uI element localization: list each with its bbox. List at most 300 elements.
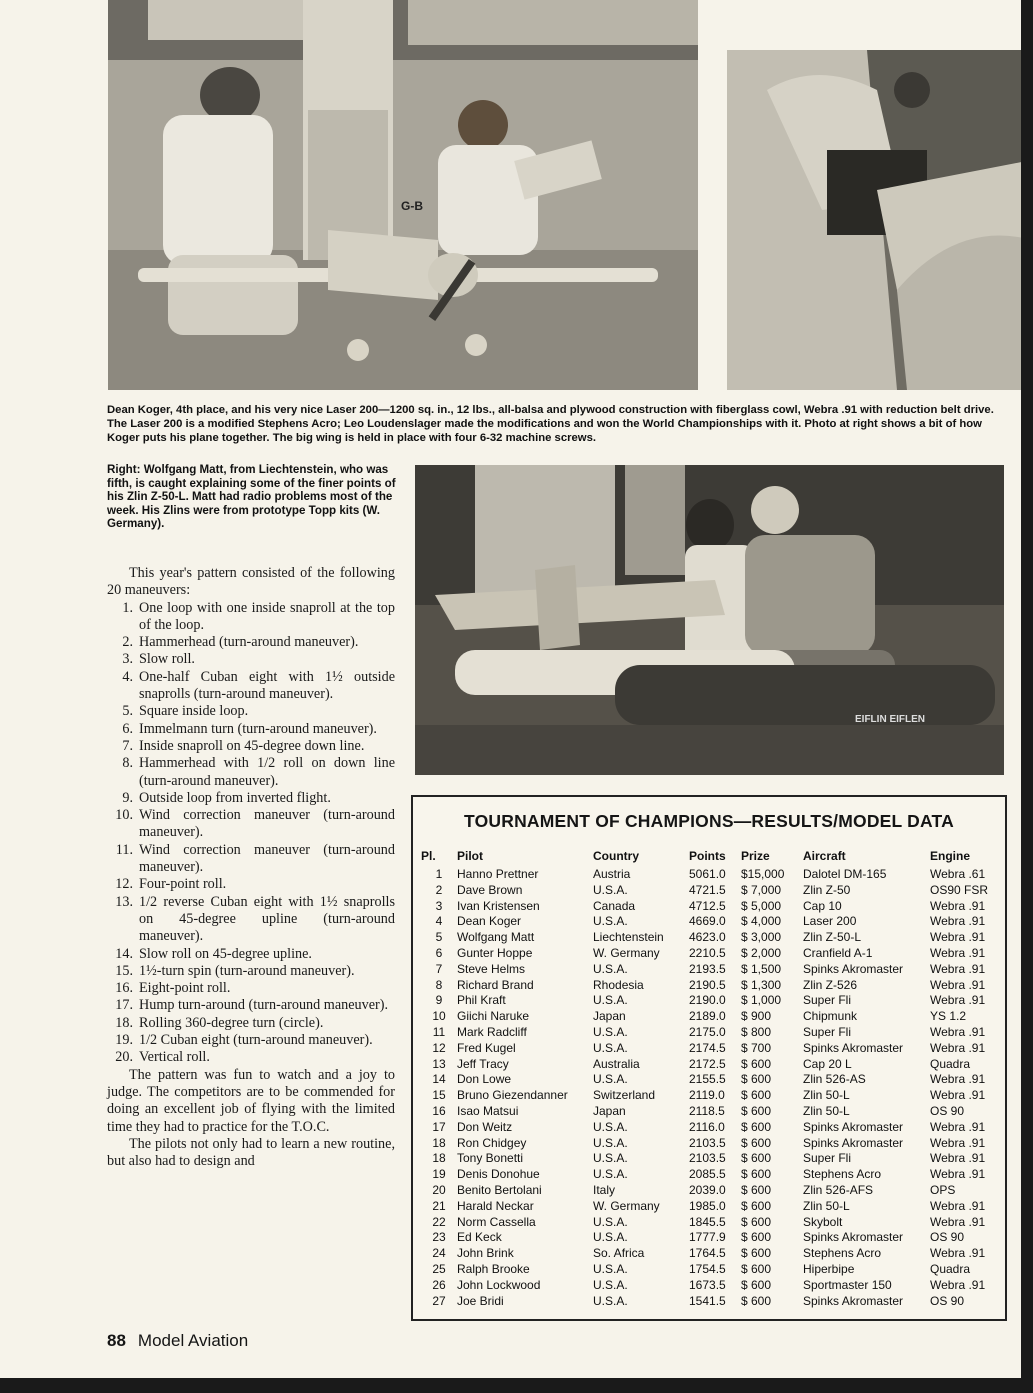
result-country: U.S.A. (593, 1040, 628, 1055)
result-engine: OS 90 (930, 1293, 965, 1308)
result-aircraft: Zlin 50-L (803, 1088, 850, 1103)
article-paragraph-2: The pattern was fun to watch and a joy to judge. The competitors are to be commended for doing an excellent job of flying with the limited time they had to practice for the T.O.C. (107, 1066, 395, 1135)
result-country: U.S.A. (593, 1024, 628, 1039)
maneuver-number: 1. (122, 599, 133, 616)
table-row (421, 914, 1000, 930)
result-aircraft: Super Fli (803, 1151, 852, 1166)
result-engine: Webra .91 (930, 1135, 986, 1150)
result-aircraft: Zlin 526-AS (803, 1072, 866, 1087)
maneuver-text: Hump turn-around (turn-around maneuver). (139, 997, 388, 1014)
result-points: 2193.5 (689, 961, 726, 976)
maneuver-item (107, 980, 395, 997)
maneuver-text: One-half Cuban eight with 1½ outside snaprolls (turn-around maneuver). (139, 668, 395, 703)
result-place: 1 (435, 867, 443, 881)
result-country: U.S.A. (593, 1293, 628, 1308)
maneuver-number: 5. (122, 703, 133, 720)
results-header-row (421, 845, 1000, 867)
result-pilot: Dave Brown (457, 882, 523, 897)
result-prize: $ 600 (741, 1088, 772, 1103)
result-aircraft: Spinks Akromaster (803, 961, 904, 976)
maneuver-text: Eight-point roll. (139, 980, 231, 997)
result-pilot: Norm Cassella (457, 1214, 536, 1229)
maneuver-text: Wind correction maneuver (turn-around maneuver). (139, 841, 395, 876)
result-engine: Quadra (930, 1056, 971, 1071)
result-engine: Webra .91 (930, 977, 986, 992)
result-country: U.S.A. (593, 1072, 628, 1087)
result-place: 8 (435, 977, 443, 992)
maneuver-text: Inside snaproll on 45-degree down line. (139, 737, 365, 754)
results-table (421, 845, 1000, 1309)
result-aircraft: Spinks Akromaster (803, 1119, 904, 1134)
result-aircraft: Cranfield A-1 (803, 945, 873, 960)
result-country: U.S.A. (593, 961, 628, 976)
result-country: U.S.A. (593, 1261, 628, 1276)
result-pilot: Dean Koger (457, 914, 522, 929)
result-aircraft: Zlin Z-50-L (803, 930, 862, 945)
maneuver-number: 6. (122, 720, 133, 737)
result-pilot: Phil Kraft (457, 993, 506, 1008)
result-aircraft: Spinks Akromaster (803, 1135, 904, 1150)
maneuver-item (107, 1032, 395, 1049)
result-country: U.S.A. (593, 1119, 628, 1134)
maneuver-number: 15. (115, 962, 133, 979)
maneuver-text: Wind correction maneuver (turn-around maneuver). (139, 807, 395, 841)
result-pilot: Ed Keck (457, 1230, 502, 1245)
result-engine: Webra .91 (930, 1119, 986, 1134)
result-place: 10 (432, 1009, 446, 1024)
result-aircraft: Spinks Akromaster (803, 1040, 904, 1055)
result-points: 2189.0 (689, 1009, 726, 1024)
maneuver-number: 10. (115, 807, 133, 824)
table-row (421, 930, 1000, 946)
table-row (421, 1183, 1000, 1199)
result-pilot: Wolfgang Matt (457, 930, 535, 945)
maneuver-number: 3. (122, 651, 133, 668)
result-prize: $ 1,300 (741, 977, 782, 992)
result-aircraft: Zlin 526-AFS (803, 1182, 874, 1197)
result-engine: OPS (930, 1182, 956, 1197)
result-place: 16 (432, 1103, 446, 1118)
result-pilot: Harald Neckar (457, 1198, 534, 1213)
result-engine: OS 90 (930, 1230, 965, 1245)
result-aircraft: Stephens Acro (803, 1246, 882, 1261)
result-place: 26 (432, 1277, 446, 1292)
result-country: U.S.A. (593, 1135, 628, 1150)
result-points: 2190.0 (689, 993, 726, 1008)
result-engine: Webra .91 (930, 930, 986, 945)
photo-koger-laser (108, 0, 698, 390)
result-points: 2155.5 (689, 1072, 726, 1087)
maneuver-text: 1½-turn spin (turn-around maneuver). (139, 962, 355, 979)
table-row (421, 1246, 1000, 1262)
maneuver-text: Outside loop from inverted flight. (139, 789, 331, 806)
result-points: 2085.5 (689, 1167, 726, 1182)
result-prize: $ 600 (741, 1056, 772, 1071)
maneuver-item (107, 1015, 395, 1032)
result-pilot: Mark Radcliff (457, 1024, 527, 1039)
header-country: Country (593, 849, 639, 863)
result-pilot: Fred Kugel (457, 1040, 516, 1055)
result-engine: Webra .91 (930, 1167, 986, 1182)
result-prize: $ 600 (741, 1230, 772, 1245)
maneuver-number: 11. (115, 841, 133, 858)
result-place: 17 (432, 1119, 446, 1134)
table-row (421, 1136, 1000, 1152)
result-points: 1754.5 (689, 1261, 726, 1276)
result-points: 2119.0 (689, 1088, 725, 1103)
maneuver-number: 9. (122, 789, 133, 806)
maneuver-item (107, 634, 395, 651)
photo-wing-joint (727, 50, 1021, 390)
result-engine: Webra .91 (930, 1198, 986, 1213)
result-prize: $ 1,000 (741, 993, 782, 1008)
result-place: 4 (435, 914, 443, 929)
result-place: 5 (435, 930, 443, 945)
result-engine: Webra .91 (930, 1024, 986, 1039)
result-country: W. Germany (593, 945, 660, 960)
result-country: U.S.A. (593, 1230, 628, 1245)
result-place: 11 (432, 1024, 446, 1039)
result-prize: $ 600 (741, 1119, 772, 1134)
result-engine: Webra .61 (930, 867, 986, 881)
result-aircraft: Cap 20 L (803, 1056, 852, 1071)
result-prize: $ 900 (741, 1009, 772, 1024)
result-engine: Webra .91 (930, 993, 986, 1008)
maneuver-text: One loop with one inside snaproll at the top of the loop. (139, 599, 395, 633)
maneuver-number: 19. (115, 1032, 133, 1049)
header-aircraft: Aircraft (803, 849, 846, 863)
result-country: U.S.A. (593, 1277, 628, 1292)
maneuver-item (107, 790, 395, 807)
result-place: 24 (432, 1246, 446, 1261)
maneuver-text: Hammerhead (turn-around maneuver). (139, 634, 359, 651)
result-prize: $ 600 (741, 1167, 772, 1182)
result-pilot: Jeff Tracy (457, 1056, 509, 1071)
result-aircraft: Sportmaster 150 (803, 1277, 892, 1292)
result-engine: Webra .91 (930, 1277, 986, 1292)
maneuver-number: 7. (122, 737, 133, 754)
result-aircraft: Super Fli (803, 1024, 852, 1039)
maneuver-item (107, 738, 395, 755)
result-engine: Webra .91 (930, 1072, 986, 1087)
table-row (421, 1278, 1000, 1294)
maneuver-text: Immelmann turn (turn-around maneuver). (139, 720, 377, 737)
result-points: 2103.5 (689, 1135, 726, 1150)
result-pilot: Denis Donohue (457, 1167, 540, 1182)
result-engine: YS 1.2 (930, 1009, 967, 1024)
table-row (421, 1151, 1000, 1167)
result-points: 2174.5 (689, 1040, 726, 1055)
maneuver-number: 16. (115, 980, 133, 997)
result-country: W. Germany (593, 1198, 660, 1213)
result-place: 9 (435, 993, 443, 1008)
table-row (421, 899, 1000, 915)
table-row (421, 1230, 1000, 1246)
maneuver-text: Square inside loop. (139, 703, 249, 720)
maneuver-item (107, 1049, 395, 1066)
result-place: 7 (435, 961, 443, 976)
maneuver-item (107, 946, 395, 963)
result-place: 14 (432, 1072, 446, 1087)
photo-caption-top: Dean Koger, 4th place, and his very nice Laser 200—1200 sq. in., 12 lbs., all-balsa and plywood construction with fiberglass cowl, Webra .91 with reduction belt drive. The Laser 200 is a modified Stephens Acro; Leo Loudenslager made the modifications and won the World Championships with it. Photo at right shows a bit of how Koger puts his plane together. The big wing is held in place with four 6-32 machine screws. (107, 404, 994, 444)
maneuver-item (107, 963, 395, 980)
result-country: Rhodesia (593, 977, 644, 992)
result-engine: Webra .91 (930, 961, 986, 976)
result-country: U.S.A. (593, 914, 628, 929)
result-points: 2190.5 (689, 977, 726, 992)
result-country: Japan (593, 1103, 626, 1118)
maneuver-text: Four-point roll. (139, 876, 227, 893)
result-engine: Webra .91 (930, 1151, 986, 1166)
result-points: 1985.0 (689, 1198, 726, 1213)
result-place: 27 (432, 1293, 446, 1308)
table-row (421, 1009, 1000, 1025)
result-place: 21 (432, 1198, 446, 1213)
result-pilot: Gunter Hoppe (457, 945, 533, 960)
result-prize: $ 1,500 (741, 961, 782, 976)
result-engine: Webra .91 (930, 1040, 986, 1055)
result-prize: $ 600 (741, 1214, 772, 1229)
maneuver-text: Slow roll on 45-degree upline. (139, 945, 312, 962)
table-row (421, 1167, 1000, 1183)
result-prize: $ 5,000 (741, 898, 782, 913)
result-place: 23 (432, 1230, 446, 1245)
result-aircraft: Laser 200 (803, 914, 857, 929)
result-country: Liechtenstein (593, 930, 664, 945)
table-row (421, 867, 1000, 883)
result-place: 2 (435, 882, 443, 897)
result-aircraft: Skybolt (803, 1214, 843, 1229)
article-column (107, 565, 395, 1170)
maneuver-text: Slow roll. (139, 651, 195, 668)
result-pilot: Richard Brand (457, 977, 534, 992)
result-prize: $ 4,000 (741, 914, 782, 929)
result-prize: $ 600 (741, 1182, 772, 1197)
page-footer (107, 1331, 248, 1351)
result-prize: $ 800 (741, 1024, 772, 1039)
header-prize: Prize (741, 849, 770, 863)
result-country: U.S.A. (593, 993, 628, 1008)
result-aircraft: Chipmunk (803, 1009, 858, 1024)
maneuver-number: 14. (115, 945, 133, 962)
result-points: 2118.5 (689, 1103, 725, 1118)
result-points: 4721.5 (689, 882, 726, 897)
result-engine: Webra .91 (930, 945, 986, 960)
maneuver-item (107, 842, 395, 877)
result-place: 25 (432, 1261, 446, 1276)
maneuver-item (107, 721, 395, 738)
maneuver-item (107, 703, 395, 720)
result-pilot: John Brink (457, 1246, 514, 1261)
photo-caption-right: Right: Wolfgang Matt, from Liechtenstein, who was fifth, is caught explaining some of the finer points of his Zlin Z-50-L. Matt had radio problems most of the week. His Zlins were from prototype Topp kits (W. Germany). (107, 463, 396, 531)
result-prize: $ 600 (741, 1072, 772, 1087)
result-country: U.S.A. (593, 882, 628, 897)
result-country: So. Africa (593, 1246, 645, 1261)
table-row (421, 1057, 1000, 1073)
result-points: 4669.0 (689, 914, 726, 929)
article-paragraph-3: The pilots not only had to learn a new routine, but also had to design and (107, 1135, 395, 1170)
result-aircraft: Hiperbipe (803, 1261, 855, 1276)
maneuver-item (107, 876, 395, 893)
result-country: Canada (593, 898, 636, 913)
result-points: 2103.5 (689, 1151, 726, 1166)
table-row (421, 962, 1000, 978)
result-pilot: Hanno Prettner (457, 867, 539, 881)
result-place: 13 (432, 1056, 446, 1071)
result-country: Austria (593, 867, 631, 881)
table-row (421, 978, 1000, 994)
result-prize: $ 600 (741, 1151, 772, 1166)
results-box (411, 795, 1007, 1321)
result-aircraft: Zlin 50-L (803, 1198, 850, 1213)
result-aircraft: Spinks Akromaster (803, 1293, 904, 1308)
result-aircraft: Cap 10 (803, 898, 842, 913)
page-number: 88 (107, 1331, 126, 1350)
result-points: 2039.0 (689, 1182, 726, 1197)
table-row (421, 883, 1000, 899)
result-engine: Webra .91 (930, 1214, 986, 1229)
table-row (421, 1088, 1000, 1104)
result-points: 2116.0 (689, 1119, 725, 1134)
result-pilot: Tony Bonetti (457, 1151, 524, 1166)
result-pilot: Isao Matsui (457, 1103, 519, 1118)
maneuver-number: 8. (122, 755, 133, 772)
maneuver-list (107, 600, 395, 1067)
result-points: 1673.5 (689, 1277, 726, 1292)
result-prize: $ 600 (741, 1293, 772, 1308)
result-points: 2210.5 (689, 945, 726, 960)
result-prize: $ 600 (741, 1261, 772, 1276)
maneuver-item (107, 894, 395, 946)
result-aircraft: Dalotel DM-165 (803, 867, 887, 881)
result-prize: $ 3,000 (741, 930, 782, 945)
result-pilot: Don Lowe (457, 1072, 512, 1087)
result-pilot: Ivan Kristensen (457, 898, 540, 913)
maneuver-number: 17. (115, 997, 133, 1014)
header-pilot: Pilot (457, 849, 483, 863)
table-row (421, 1072, 1000, 1088)
result-place: 12 (432, 1040, 446, 1055)
maneuver-text: Rolling 360-degree turn (circle). (139, 1014, 324, 1031)
maneuver-item (107, 997, 395, 1014)
result-place: 22 (432, 1214, 446, 1229)
result-country: Switzerland (593, 1088, 656, 1103)
zlin-fuselage-lettering: EIFLIN EIFLEN (855, 714, 925, 725)
result-place: 6 (435, 945, 443, 960)
result-aircraft: Zlin Z-50 (803, 882, 851, 897)
maneuver-item (107, 807, 395, 842)
result-aircraft: Zlin Z-526 (803, 977, 858, 992)
result-points: 4712.5 (689, 898, 726, 913)
maneuver-text: 1/2 Cuban eight (turn-around maneuver). (139, 1032, 373, 1049)
result-prize: $ 7,000 (741, 882, 782, 897)
result-prize: $15,000 (741, 867, 785, 881)
result-place: 3 (435, 898, 443, 913)
result-engine: Webra .91 (930, 1088, 986, 1103)
result-engine: OS 90 (930, 1103, 965, 1118)
result-points: 4623.0 (689, 930, 726, 945)
photo-wolfgang-matt (415, 465, 1004, 775)
result-aircraft: Super Fli (803, 993, 852, 1008)
result-prize: $ 600 (741, 1135, 772, 1150)
results-title: TOURNAMENT OF CHAMPIONS—RESULTS/MODEL DATA (464, 811, 954, 831)
maneuver-item (107, 600, 395, 635)
result-engine: Webra .91 (930, 898, 986, 913)
maneuver-number: 12. (115, 876, 133, 893)
maneuver-number: 18. (115, 1014, 133, 1031)
result-pilot: Ralph Brooke (457, 1261, 530, 1276)
result-pilot: Benito Bertolani (457, 1182, 542, 1197)
table-row (421, 1025, 1000, 1041)
result-engine: Webra .91 (930, 914, 986, 929)
maneuver-item (107, 651, 395, 668)
result-pilot: Giichi Naruke (457, 1009, 530, 1024)
result-pilot: Bruno Giezendanner (457, 1088, 568, 1103)
result-pilot: Steve Helms (457, 961, 526, 976)
table-row (421, 1215, 1000, 1231)
table-row (421, 1262, 1000, 1278)
result-prize: $ 600 (741, 1246, 772, 1261)
result-engine: OS90 FSR (930, 882, 989, 897)
result-country: U.S.A. (593, 1167, 628, 1182)
maneuver-text: Vertical roll. (139, 1049, 210, 1066)
result-points: 1764.5 (689, 1246, 726, 1261)
table-row (421, 993, 1000, 1009)
table-row (421, 1041, 1000, 1057)
table-row (421, 1199, 1000, 1215)
maneuver-number: 4. (122, 668, 133, 685)
result-country: Italy (593, 1182, 616, 1197)
header-engine: Engine (930, 849, 971, 863)
result-aircraft: Zlin 50-L (803, 1103, 850, 1118)
result-place: 18 (432, 1151, 446, 1166)
maneuver-text: 1/2 reverse Cuban eight with 1½ snaprolls on 45-degree upline (turn-around maneuver). (139, 893, 395, 945)
results-body (421, 867, 1000, 1309)
table-row (421, 1294, 1000, 1310)
result-prize: $ 2,000 (741, 945, 782, 960)
result-prize: $ 600 (741, 1198, 772, 1213)
result-country: Japan (593, 1009, 626, 1024)
result-points: 2175.0 (689, 1024, 726, 1039)
result-country: U.S.A. (593, 1151, 628, 1166)
result-country: Australia (593, 1056, 640, 1071)
result-points: 1777.9 (689, 1230, 726, 1245)
result-aircraft: Spinks Akromaster (803, 1230, 904, 1245)
result-place: 20 (432, 1182, 446, 1197)
header-points: Points (689, 849, 726, 863)
result-points: 2172.5 (689, 1056, 726, 1071)
result-prize: $ 700 (741, 1040, 772, 1055)
maneuver-text: Hammerhead with 1/2 roll on down line (turn-around maneuver). (139, 755, 395, 789)
article-intro: This year's pattern consisted of the following 20 maneuvers: (107, 565, 395, 599)
maneuver-item (107, 669, 395, 704)
fuselage-registration: G-B (401, 199, 423, 213)
result-place: 15 (432, 1088, 446, 1103)
maneuver-number: 13. (115, 893, 133, 910)
result-points: 5061.0 (689, 867, 726, 881)
result-place: 19 (432, 1167, 446, 1182)
result-place: 18 (432, 1135, 446, 1150)
result-engine: Webra .91 (930, 1246, 986, 1261)
result-pilot: Joe Bridi (457, 1293, 504, 1308)
result-country: U.S.A. (593, 1214, 628, 1229)
maneuver-number: 20. (115, 1049, 133, 1066)
result-points: 1845.5 (689, 1214, 726, 1229)
result-points: 1541.5 (689, 1293, 726, 1308)
table-row (421, 1104, 1000, 1120)
result-prize: $ 600 (741, 1103, 772, 1118)
maneuver-number: 2. (122, 634, 133, 651)
